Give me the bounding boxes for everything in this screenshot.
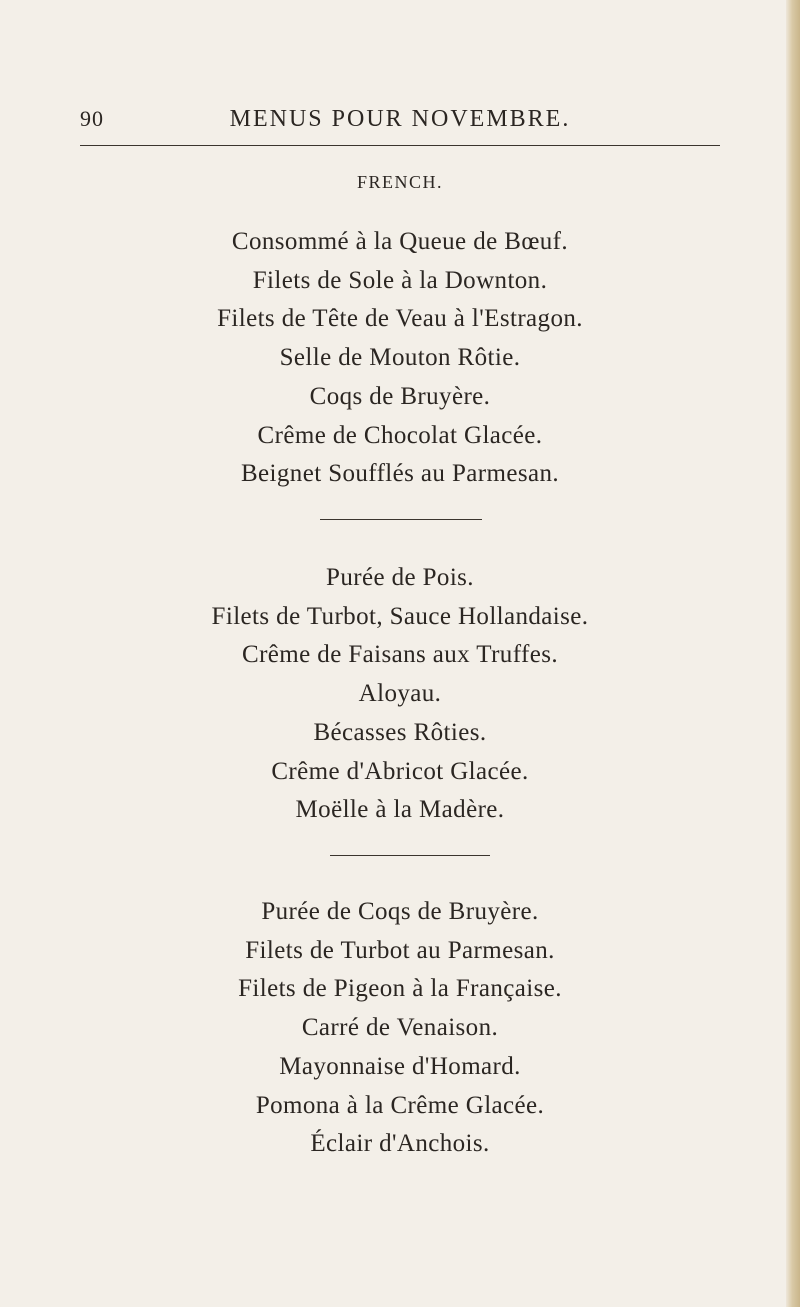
menu-divider-2: [330, 855, 490, 856]
menu-item: Filets de Pigeon à la Française.: [238, 975, 562, 1003]
menu-item: Carré de Venaison.: [301, 1014, 499, 1042]
menu-item: Filets de Sole à la Downton.: [252, 266, 548, 294]
menu-item: Purée de Coqs de Bruyère.: [261, 898, 539, 925]
menu-item: Éclair d'Anchois.: [310, 1130, 490, 1158]
menu-item: Filets de Turbot, Sauce Hollandaise.: [211, 602, 589, 630]
menu-item: Mayonnaise d'Homard.: [279, 1052, 521, 1080]
page-header: [80, 100, 720, 140]
menu-item: Aloyau.: [358, 680, 442, 708]
menu-item: Crême d'Abricot Glacée.: [271, 757, 529, 785]
section-label: FRENCH.: [356, 172, 443, 192]
menu-block-3: [0, 893, 800, 1164]
menu-item: Pomona à la Crême Glacée.: [255, 1091, 545, 1119]
menu-item: Purée de Pois.: [326, 564, 474, 591]
menu-divider-1: [320, 519, 482, 520]
menu-block-1: [0, 223, 800, 494]
running-title: MENUS POUR NOVEMBRE.: [229, 106, 571, 132]
page-number: 90: [80, 106, 104, 131]
menu-item: Filets de Tête de Veau à l'Estragon.: [217, 305, 583, 333]
menu-item: Filets de Turbot au Parmesan.: [245, 936, 555, 964]
menu-block-2: [0, 559, 800, 830]
menu-item: Consommé à la Queue de Bœuf.: [231, 228, 569, 255]
menu-item: Beignet Soufflés au Parmesan.: [240, 460, 560, 488]
menu-item: Crême de Chocolat Glacée.: [257, 421, 543, 449]
menu-item: Bécasses Rôties.: [313, 718, 487, 746]
menu-item: Coqs de Bruyère.: [309, 382, 491, 410]
menu-item: Selle de Mouton Rôtie.: [279, 344, 521, 372]
header-rule: [80, 145, 720, 146]
menu-item: Crême de Faisans aux Truffes.: [242, 641, 558, 669]
menu-item: Moëlle à la Madère.: [295, 796, 505, 824]
